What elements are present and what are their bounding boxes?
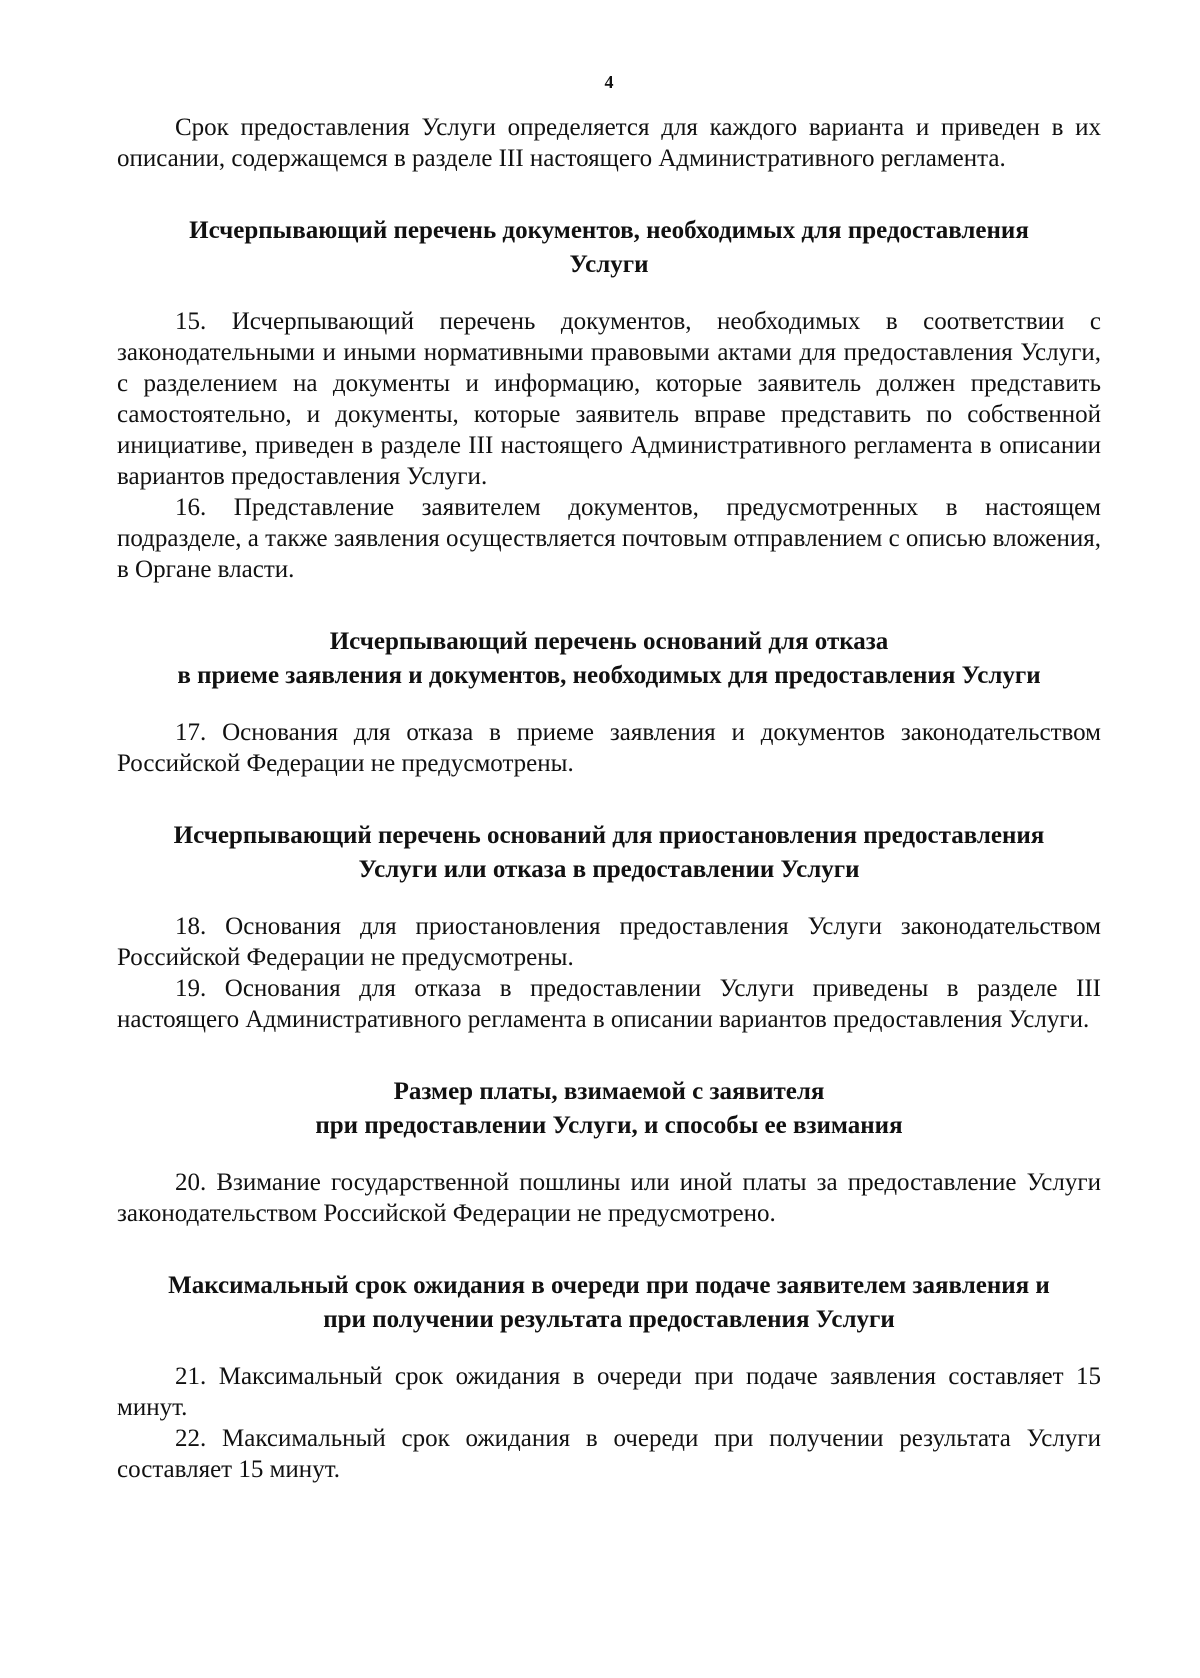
heading-line: Услуги или отказа в предоставлении Услуги xyxy=(358,856,860,883)
section-heading-suspension xyxy=(117,819,1101,887)
paragraph-20: 20. Взимание государственной пошлины или иной платы за предоставление Услуги законодательством Российской Федерации не предусмотрено. xyxy=(117,1169,1101,1227)
heading-line: Исчерпывающий перечень документов, необходимых для предоставления xyxy=(189,217,1029,244)
document-page xyxy=(117,0,1101,1678)
paragraph-22: 22. Максимальный срок ожидания в очереди при получении результата Услуги составляет 15 минут. xyxy=(117,1425,1101,1483)
heading-line: при предоставлении Услуги, и способы ее взимания xyxy=(315,1112,903,1139)
paragraph-19: 19. Основания для отказа в предоставлении Услуги приведены в разделе III настоящего Административного регламента в описании вариантов предоставления Услуги. xyxy=(117,975,1101,1033)
paragraph-16: 16. Представление заявителем документов, предусмотренных в настоящем подразделе, а также заявления осуществляется почтовым отправлением с описью вложения, в Органе власти. xyxy=(117,494,1101,583)
page-number: 4 xyxy=(604,72,614,92)
paragraph-17: 17. Основания для отказа в приеме заявления и документов законодательством Российской Федерации не предусмотрены. xyxy=(117,719,1101,777)
section-heading-refusal-acceptance xyxy=(117,625,1101,693)
heading-line: при получении результата предоставления Услуги xyxy=(323,1306,895,1333)
heading-line: Максимальный срок ожидания в очереди при подаче заявителем заявления и xyxy=(168,1272,1050,1299)
section-heading-documents xyxy=(117,214,1101,282)
heading-line: Исчерпывающий перечень оснований для отказа xyxy=(329,628,889,655)
page-content xyxy=(117,112,1101,1485)
heading-line: Размер платы, взимаемой с заявителя xyxy=(393,1078,825,1105)
section-heading-queue xyxy=(117,1269,1101,1337)
paragraph-15: 15. Исчерпывающий перечень документов, необходимых в соответствии с законодательными и иными нормативными правовыми актами для предоставления Услуги, с разделением на документы и информацию, которые заявитель должен представить самостоятельно, и документы, которые заявитель вправе представить по собственной инициативе, приведен в разделе III настоящего Административного регламента в описании вариантов предоставления Услуги. xyxy=(117,308,1101,490)
intro-paragraph: Срок предоставления Услуги определяется для каждого варианта и приведен в их описании, содержащемся в разделе III настоящего Административного регламента. xyxy=(117,114,1101,172)
section-heading-fee xyxy=(117,1075,1101,1143)
paragraph-21: 21. Максимальный срок ожидания в очереди при подаче заявления составляет 15 минут. xyxy=(117,1363,1101,1421)
paragraph-18: 18. Основания для приостановления предоставления Услуги законодательством Российской Федерации не предусмотрены. xyxy=(117,913,1101,971)
heading-line: Услуги xyxy=(569,251,649,278)
heading-line: в приеме заявления и документов, необходимых для предоставления Услуги xyxy=(177,662,1041,689)
heading-line: Исчерпывающий перечень оснований для приостановления предоставления xyxy=(173,822,1045,849)
